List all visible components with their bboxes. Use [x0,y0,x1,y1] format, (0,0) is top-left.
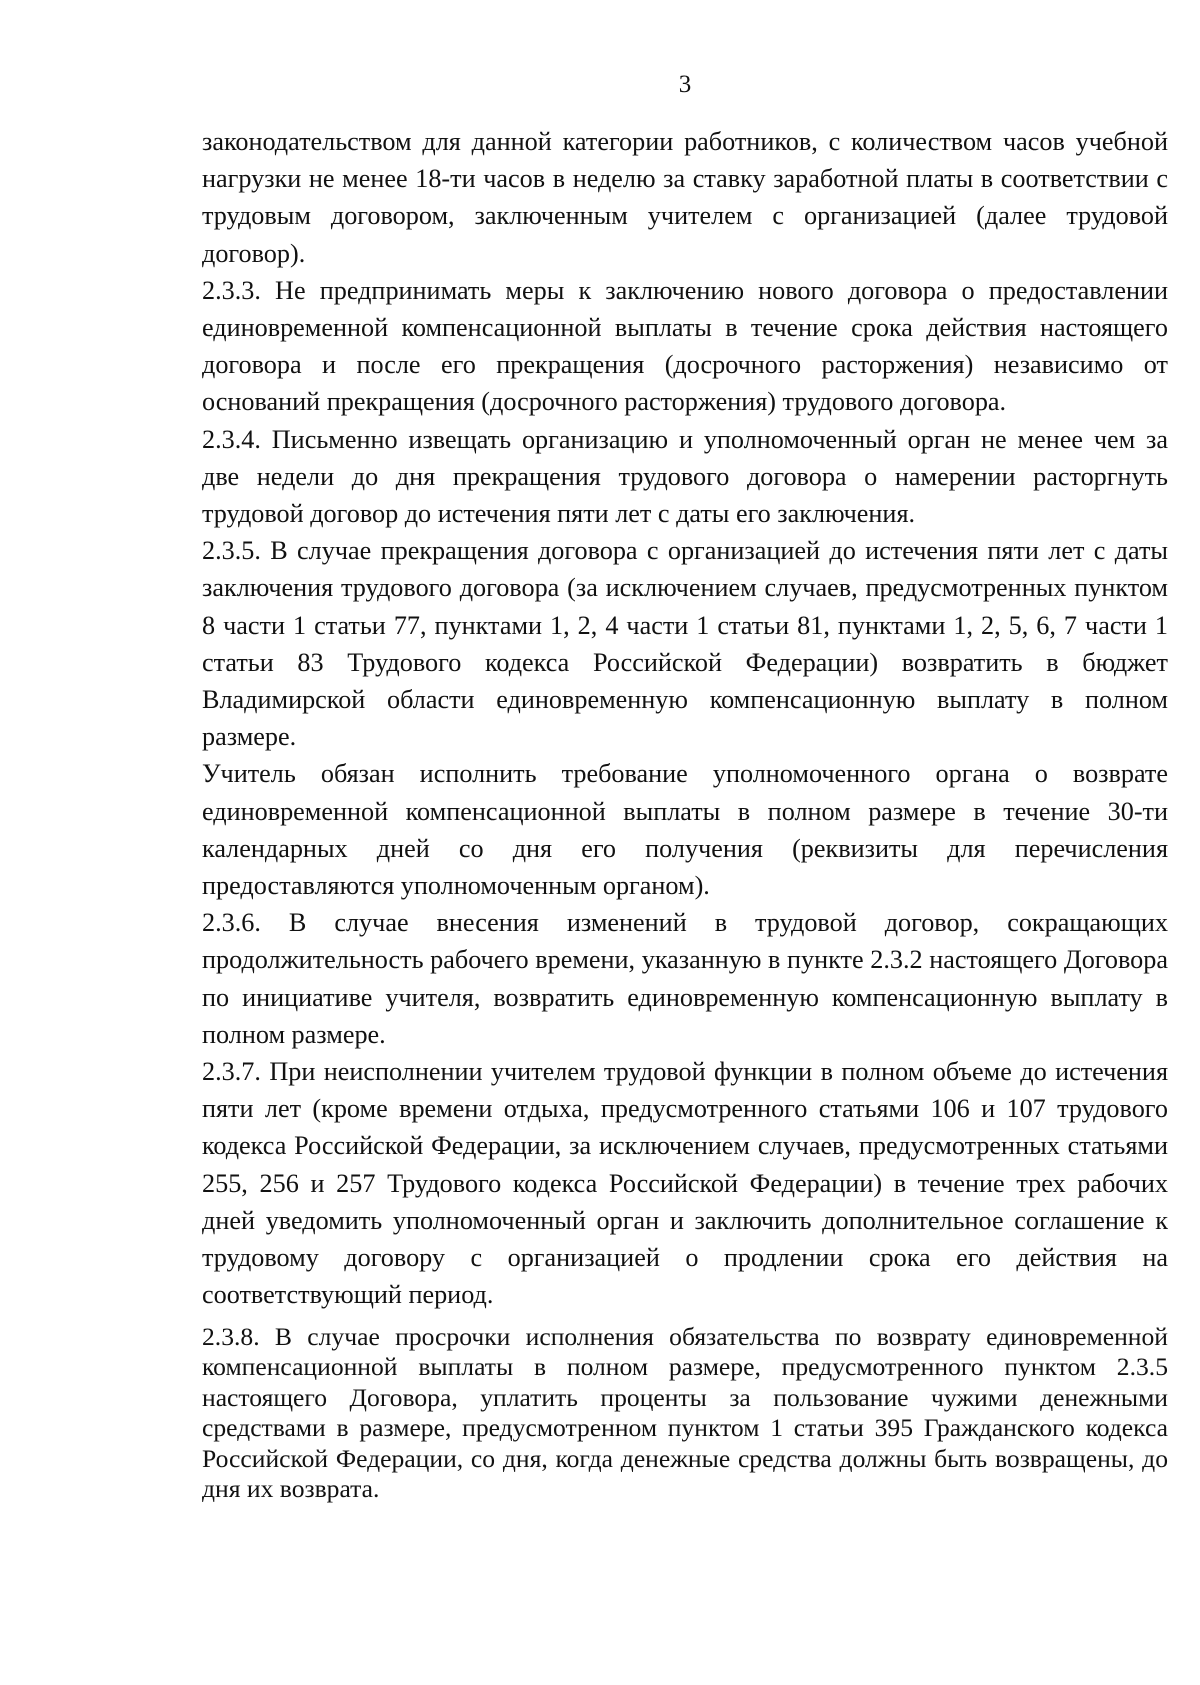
paragraph-teacher-obligation: Учитель обязан исполнить требование уполномоченного органа о возврате единовременной компенсационной выплаты в полном размере в течение 30-ти календарных дней со дня его получения (реквизиты для перечисления предоставляются уполномоченным органом). [202,759,1168,901]
document-body [202,123,1168,1505]
clause-2-3-6: 2.3.6. В случае внесения изменений в трудовой договор, сокращающих продолжительность рабочего времени, указанную в пункте 2.3.2 настоящего Договора по инициативе учителя, возвратить единовременную компенсационную выплату в полном размере. [202,908,1168,1049]
clause-2-3-8: 2.3.8. В случае просрочки исполнения обязательства по возврату единовременной компенсационной выплаты в полном размере, предусмотренного пунктом 2.3.5 настоящего Договора, уплатить проценты за пользование чужими денежными средствами в размере, предусмотренном пунктом 1 статьи 395 Гражданского кодекса Российской Федерации, со дня, когда денежные средства должны быть возвращены, до дня их возврата. [202,1321,1168,1504]
clause-2-3-4: 2.3.4. Письменно извещать организацию и уполномоченный орган не менее чем за две недели до дня прекращения трудового договора о намерении расторгнуть трудовой договор до истечения пяти лет с даты его заключения. [202,424,1168,529]
paragraph-continuation: законодательством для данной категории работников, с количеством часов учебной нагрузки не менее 18-ти часов в неделю за ставку заработной платы в соответствии с трудовым договором, заключенным учителем с организацией (далее трудовой договор). [202,127,1168,268]
clause-2-3-7: 2.3.7. При неисполнении учителем трудовой функции в полном объеме до истечения пяти лет (кроме времени отдыха, предусмотренного статьями 106 и 107 трудового кодекса Российской Федерации, за исключением случаев, предусмотренных статьями 255, 256 и 257 Трудового кодекса Российской Федерации) в течение трех рабочих дней уведомить уполномоченный орган и заключить дополнительное соглашение к трудовому договору с организацией о продлении срока его действия на соответствующий период. [202,1057,1168,1310]
clause-2-3-3: 2.3.3. Не предпринимать меры к заключению нового договора о предоставлении единовременной компенсационной выплаты в течение срока действия настоящего договора и после его прекращения (досрочного расторжения) независимо от оснований прекращения (досрочного расторжения) трудового договора. [202,275,1168,417]
clause-2-3-5: 2.3.5. В случае прекращения договора с организацией до истечения пяти лет с даты заключения трудового договора (за исключением случаев, предусмотренных пунктом 8 части 1 статьи 77, пунктами 1, 2, 4 части 1 статьи 81, пунктами 1, 2, 5, 6, 7 части 1 статьи 83 Трудового кодекса Российской Федерации) возвратить в бюджет Владимирской области единовременную компенсационную выплату в полном размере. [202,536,1168,752]
page-number: 3 [678,71,692,98]
